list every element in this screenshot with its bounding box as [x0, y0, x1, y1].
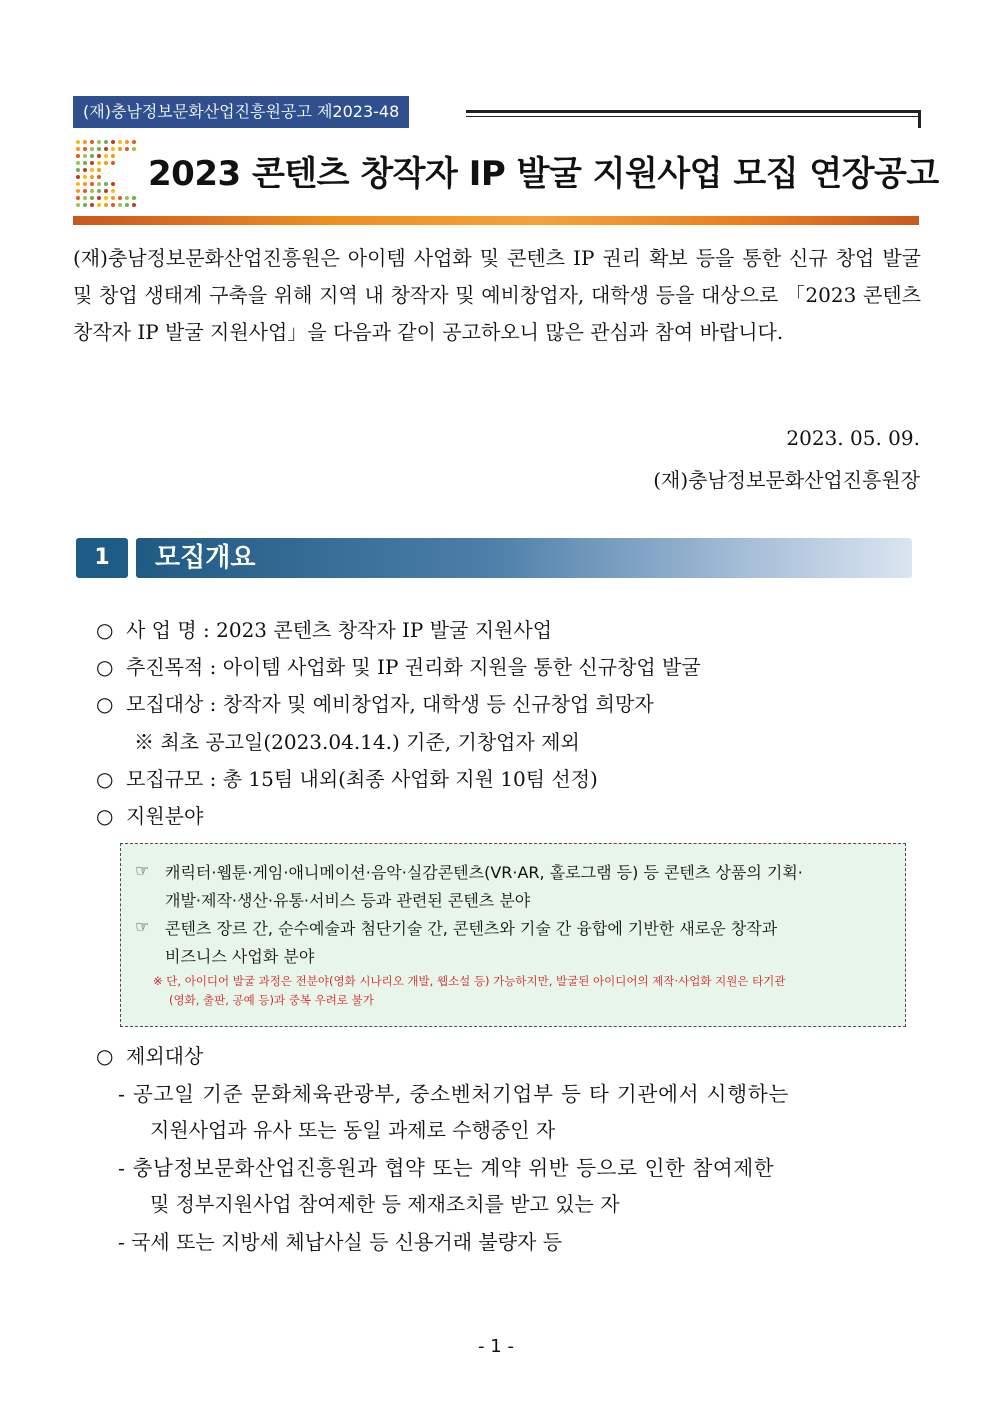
section-title: 모집개요: [155, 543, 256, 573]
decorative-dot: [111, 196, 115, 200]
overview-target-note: ※ 최초 공고일(2023.04.14.) 기준, 기창업자 제외: [134, 730, 580, 754]
decorative-dot: [83, 203, 87, 207]
field-note-line1: ※ 단, 아이디어 발굴 과정은 전분야(영화 시나리오 개발, 웹소설 등) 가능하지만, 발굴된 아이디어의 제작·사업화 지원은 타기관: [153, 974, 786, 988]
decorative-dot: [76, 154, 80, 158]
exclusion-item1-line2: 지원사업과 유사 또는 동일 과제로 수행중인 자: [150, 1118, 556, 1142]
decorative-dot: [111, 161, 115, 165]
decorative-dot: [97, 168, 101, 172]
overview-scale: [96, 763, 598, 792]
field-item1-line1: 캐릭터·웹툰·게임·애니메이션·음악·실감콘텐츠(VR·AR, 홀로그램 등) 등 콘텐츠 상품의 기획·: [165, 863, 803, 882]
decorative-dot: [83, 182, 87, 186]
label-rule: [466, 110, 921, 113]
decorative-dot: [111, 182, 115, 186]
intro-paragraph: (재)충남정보문화산업진흥원은 아이템 사업화 및 콘텐츠 IP 권리 확보 등을 통한 신규 창업 발굴 및 창업 생태계 구축을 위해 지역 내 창작자 및 예비창업자, 대학생 등을 대상으로 「2023 콘텐츠 창작자 IP 발굴 지원사업」을 다음과 같이 공고하오니 많은 관심과 참여 바랍니다.: [73, 246, 921, 344]
support-field-box: [120, 843, 906, 1027]
decorative-dot: [104, 196, 108, 200]
decorative-dot: [111, 140, 115, 144]
exclusion-title: 제외대상: [126, 1044, 204, 1068]
decorative-dot: [90, 203, 94, 207]
decorative-dot: [97, 154, 101, 158]
decorative-dot-pattern: [76, 140, 140, 210]
decorative-dot: [83, 154, 87, 158]
bullet: ○: [96, 655, 114, 679]
notice-date: 2023. 05. 09.: [786, 426, 920, 450]
exclusion-item2-line2: 및 정부지원사업 참여제한 등 제재조치를 받고 있는 자: [150, 1192, 620, 1216]
decorative-dot: [104, 203, 108, 207]
decorative-dot: [90, 182, 94, 186]
field-item1-line2: 개발·제작·생산·유통·서비스 등과 관련된 콘텐츠 분야: [165, 891, 531, 910]
decorative-dot: [83, 147, 87, 151]
decorative-dot: [97, 161, 101, 165]
decorative-dot: [76, 189, 80, 193]
label-rule-thin: [466, 116, 921, 117]
bullet: ○: [96, 618, 114, 642]
decorative-dot: [76, 168, 80, 172]
decorative-dot: [132, 140, 136, 144]
decorative-dot: [76, 203, 80, 207]
decorative-dot: [104, 182, 108, 186]
exclusion-item2-line1: - 충남정보문화산업진흥원과 협약 또는 계약 위반 등으로 인한 참여제한: [118, 1156, 775, 1180]
decorative-dot: [76, 182, 80, 186]
decorative-dot: [104, 161, 108, 165]
decorative-dot: [83, 140, 87, 144]
field-item2-line1: 콘텐츠 장르 간, 순수예술과 첨단기술 간, 콘텐츠와 기술 간 융합에 기반한 새로운 창작과: [165, 919, 778, 938]
decorative-dot: [118, 147, 122, 151]
pointing-hand-icon: ☞: [135, 917, 150, 936]
decorative-dot: [90, 154, 94, 158]
project-name-text: 사 업 명 : 2023 콘텐츠 창작자 IP 발굴 지원사업: [126, 618, 553, 642]
decorative-dot: [76, 140, 80, 144]
scale-text: 모집규모 : 총 15팀 내외(최종 사업화 지원 10팀 선정): [126, 767, 598, 791]
decorative-dot: [90, 175, 94, 179]
overview-field: [96, 800, 203, 829]
decorative-dot: [104, 189, 108, 193]
page-number: - 1 -: [478, 1336, 514, 1357]
decorative-dot: [83, 189, 87, 193]
decorative-dot: [90, 147, 94, 151]
notice-label: (재)충남정보문화산업진흥원공고 제2023-48: [73, 96, 409, 128]
purpose-text: 추진목적 : 아이템 사업화 및 IP 권리화 지원을 통한 신규창업 발굴: [126, 655, 701, 679]
decorative-dot: [76, 196, 80, 200]
page-title: 2023 콘텐츠 창작자 IP 발굴 지원사업 모집 연장공고: [148, 154, 939, 194]
label-rule-end: [918, 110, 921, 128]
decorative-dot: [76, 147, 80, 151]
decorative-dot: [97, 189, 101, 193]
decorative-dot: [125, 147, 129, 151]
exclusion-item3: - 국세 또는 지방세 체납사실 등 신용거래 불량자 등: [118, 1230, 563, 1254]
decorative-dot: [83, 175, 87, 179]
decorative-dot: [83, 168, 87, 172]
decorative-dot: [125, 203, 129, 207]
issuer-name: (재)충남정보문화산업진흥원장: [653, 468, 920, 492]
field-note-line2: (영화, 출판, 공예 등)과 중복 우려로 불가: [169, 993, 374, 1007]
field-item2-line2: 비즈니스 사업화 분야: [165, 947, 315, 966]
field-text: 지원분야: [126, 804, 204, 828]
decorative-dot: [111, 147, 115, 151]
decorative-dot: [97, 147, 101, 151]
decorative-dot: [111, 203, 115, 207]
decorative-dot: [76, 161, 80, 165]
decorative-dot: [132, 196, 136, 200]
decorative-dot: [90, 140, 94, 144]
bullet: ○: [96, 804, 114, 828]
decorative-dot: [132, 203, 136, 207]
decorative-dot: [97, 182, 101, 186]
decorative-dot: [118, 196, 122, 200]
target-text: 모집대상 : 창작자 및 예비창업자, 대학생 등 신규창업 희망자: [126, 692, 654, 716]
decorative-dot: [83, 161, 87, 165]
decorative-dot: [132, 147, 136, 151]
title-underline-bar: [73, 216, 919, 225]
decorative-dot: [90, 161, 94, 165]
decorative-dot: [97, 196, 101, 200]
decorative-dot: [97, 175, 101, 179]
exclusion-item1-line1: - 공고일 기준 문화체육관광부, 중소벤처기업부 등 타 기관에서 시행하는: [118, 1082, 790, 1106]
overview-project-name: [96, 614, 552, 643]
bullet: ○: [96, 1044, 114, 1068]
decorative-dot: [118, 203, 122, 207]
decorative-dot: [90, 196, 94, 200]
decorative-dot: [118, 140, 122, 144]
decorative-dot: [111, 154, 115, 158]
decorative-dot: [104, 154, 108, 158]
decorative-dot: [97, 140, 101, 144]
decorative-dot: [104, 140, 108, 144]
bullet: ○: [96, 692, 114, 716]
exclusion-heading: [96, 1040, 203, 1069]
bullet: ○: [96, 767, 114, 791]
overview-purpose: [96, 651, 701, 680]
decorative-dot: [90, 168, 94, 172]
decorative-dot: [125, 196, 129, 200]
decorative-dot: [111, 189, 115, 193]
overview-target: [96, 688, 654, 717]
decorative-dot: [90, 189, 94, 193]
decorative-dot: [83, 196, 87, 200]
section-number: 1: [76, 538, 128, 578]
decorative-dot: [125, 140, 129, 144]
pointing-hand-icon: ☞: [135, 861, 150, 880]
decorative-dot: [76, 175, 80, 179]
decorative-dot: [104, 147, 108, 151]
decorative-dot: [97, 203, 101, 207]
